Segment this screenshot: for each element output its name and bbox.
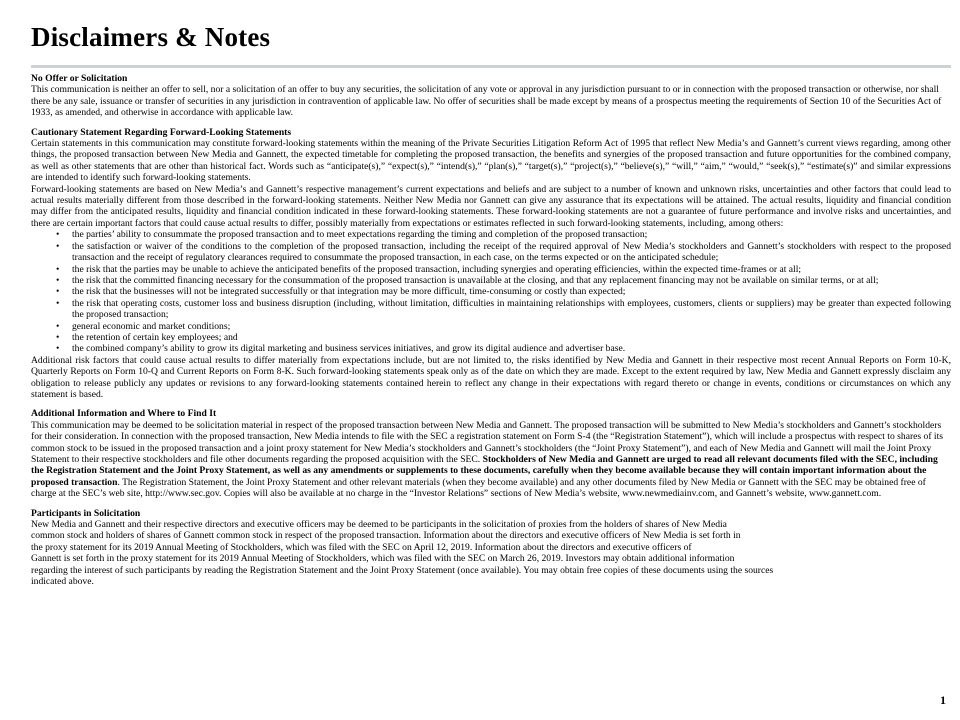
section-paragraph: Additional risk factors that could cause actual results to differ materially from expectations include, but are not limited to, the risks identified by New Media and Gannett in their respective most recent Annual Reports on Form 10-K, Quarterly Reports on Form 10-Q and Current Reports on Form 8-K. Such forward-looking statements speak only as of the date on which they are made. Except to the extent required by law, New Media and Gannett expressly disclaim any obligation to release publicly any updates or revisions to any forward-looking statements contained herein to reflect any change in their expectations with regard thereto or change in events, conditions or circumstances on which any statement is based. — [31, 354, 951, 400]
page-number: 1 — [940, 693, 946, 707]
section-paragraph: This communication is neither an offer to sell, nor a solicitation of an offer to buy any securities, the solicitation of any vote or approval in any jurisdiction pursuant to or in connection with the proposed transaction or otherwise, nor shall there be any sale, issuance or transfer of securities in any jurisdiction in contravention of applicable law. No offer of securities shall be made except by means of a prospectus meeting the requirements of Section 10 of the Securities Act of 1933, as amended, and otherwise in accordance with applicable law. — [31, 84, 942, 119]
section-heading: Cautionary Statement Regarding Forward-Looking Statements — [31, 126, 292, 138]
list-item: • the satisfaction or waiver of the conditions to the completion of the proposed transaction, including the receipt of the required approval of New Media’s stockholders and Gannett’s stockholders with respect to the proposed transaction and the receipt of regulatory clearances required to consummate the proposed transaction, in each case, on the terms expected or on the anticipated schedule; — [31, 241, 951, 264]
paragraph-line: the proxy statement for its 2019 Annual Meeting of Stockholders, which was filed with the SEC on April 12, 2019. Information about the directors and executive officers of — [31, 541, 692, 553]
paragraph-text: . The Registration Statement, the Joint Proxy Statement and other relevant materials (when they become available) and any other documents filed by New Media or Gannett with the SEC may be obtained free of charge at the SEC’s web site, http://www.sec.gov. Copies will also be available at no charge in the “Investor Relations” sections of New Media’s website, www.newmediainv.com, and Gannett’s website, www.gannett.com. — [31, 476, 926, 500]
risk-factor-list — [31, 229, 951, 354]
section-heading: No Offer or Solicitation — [31, 73, 128, 84]
section-paragraph — [31, 420, 951, 500]
list-item: • the risk that the committed financing necessary for the consummation of the proposed transaction is unavailable at the closing, and that any replacement financing may not be available on similar terms, or at all; — [31, 275, 951, 286]
list-item: • the risk that the parties may be unable to achieve the anticipated benefits of the proposed transaction, including synergies and operating efficiencies, within the expected time-frames or at all; — [31, 264, 951, 275]
section-paragraph — [31, 519, 951, 587]
section-cautionary-statement — [31, 127, 951, 401]
section-heading: Additional Information and Where to Find It — [31, 408, 217, 420]
section-no-offer — [31, 73, 951, 119]
list-item: • the combined company’s ability to grow its digital marketing and business services initiatives, and grow its digital audience and advertiser base. — [31, 343, 951, 354]
list-item: • the retention of certain key employees; and — [31, 332, 951, 343]
list-item: • the risk that operating costs, customer loss and business disruption (including, without limitation, difficulties in maintaining relationships with employees, customers, clients or suppliers) may be greater than expected following the proposed transaction; — [31, 298, 951, 321]
section-participants — [31, 508, 951, 588]
title-divider — [31, 65, 951, 68]
list-item: • general economic and market conditions; — [31, 321, 951, 332]
list-item: • the risk that the businesses will not be integrated successfully or that integration may be more difficult, time-consuming or costly than expected; — [31, 286, 951, 297]
paragraph-line: common stock and holders of shares of Gannett common stock in respect of the proposed transaction. Information about the directors and executive officers of New Media is set forth in — [31, 530, 741, 542]
section-paragraph: Forward-looking statements are based on New Media’s and Gannett’s respective management’s current expectations and beliefs and are subject to a number of known and unknown risks, uncertainties and other factors that could lead to actual results materially different from those described in the forward-looking statements. Neither New Media nor Gannett can give any assurance that its expectations will be attained. The actual results, liquidity and financial condition may differ from the anticipated results, liquidity and financial condition indicated in these forward-looking statements. These forward-looking statements are not a guarantee of future performance and involve risks and uncertainties, and there are certain important factors that could cause actual results to differ, possibly materially from expectations or estimates reflected in such forward-looking statements, including, among others: — [31, 183, 951, 229]
paragraph-line: New Media and Gannett and their respective directors and executive officers may be deemed to be participants in the solicitation of proxies from the holders of shares of New Media — [31, 519, 727, 531]
paragraph-line: Gannett is set forth in the proxy statement for its 2019 Annual Meeting of Stockholders, which was filed with the SEC on March 26, 2019. Investors may obtain additional information — [31, 553, 735, 565]
section-paragraph: Certain statements in this communication may constitute forward-looking statements within the meaning of the Private Securities Litigation Reform Act of 1995 that reflect New Media’s and Gannett’s current views regarding, among other things, the proposed transaction between New Media and Gannett, the expected timetable for completing the proposed transaction, the benefits and synergies of the proposed transaction and future opportunities for the combined company, as well as other statements that are other than historical fact. Words such as “anticipate(s),” “expect(s),” “intend(s),” “plan(s),” “target(s),” “project(s),” “believe(s),” “will,” “aim,” “would,” “seek(s),” “estimate(s)” and similar expressions are intended to identify such forward-looking statements. — [31, 138, 951, 184]
paragraph-bold-text: Stockholders of New Media and Gannett are urged to read all relevant documents filed with the SEC, including the Registration Statement and the Joint Proxy Statement, as well as any amendments or supplements to these documents, carefully when they become available because they will contain important information about the proposed transaction — [31, 454, 938, 488]
paragraph-line: regarding the interest of such participants by reading the Registration Statement and the Joint Proxy Statement (once available). You may obtain free copies of these documents using the sources — [31, 564, 774, 576]
section-additional-information — [31, 408, 951, 499]
list-item: • the parties’ ability to consummate the proposed transaction and to meet expectations regarding the timing and completion of the proposed transaction; — [31, 229, 951, 240]
disclaimer-body — [31, 73, 951, 587]
paragraph-line: indicated above. — [31, 576, 94, 588]
page-title: Disclaimers & Notes — [31, 22, 271, 52]
paragraph-text: This communication may be deemed to be solicitation material in respect of the proposed transaction between New Media and Gannett. The proposed transaction will be submitted to New Media’s stockholders and Gannett’s stockholders for their consideration. In connection with the proposed transaction, New Media intends to file with the SEC a registration statement on Form S-4 (the “Registration Statement”), which will include a prospectus with respect to shares of its common stock to be issued in the proposed transaction and a joint proxy statement for New Media’s stockholders and Gannett’s stockholders (the “Joint Proxy Statement”), and each of New Media and Gannett will mail the Joint Proxy Statement to their respective stockholders and file other documents regarding the proposed acquisition with the SEC. — [31, 419, 943, 465]
section-heading: Participants in Solicitation — [31, 507, 141, 519]
